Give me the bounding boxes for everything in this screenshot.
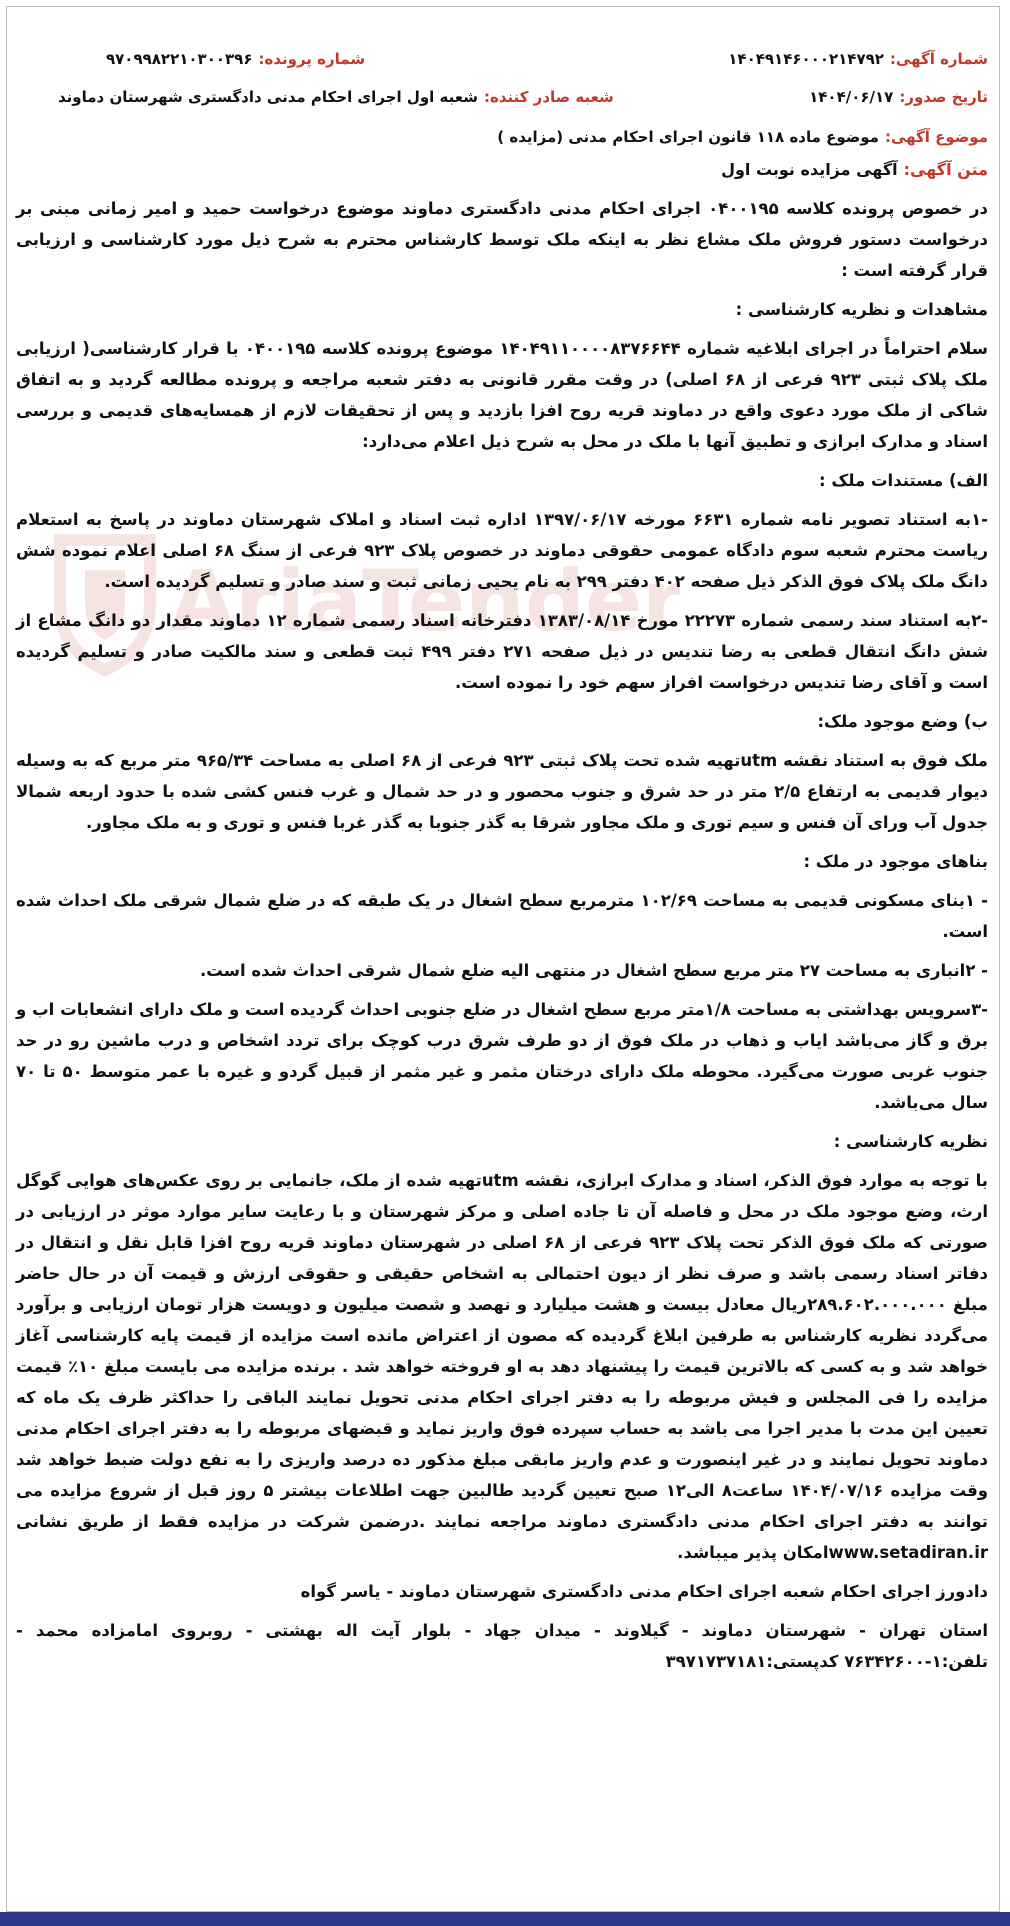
buildings-heading: بناهای موجود در ملک : <box>803 852 988 871</box>
subject-value: موضوع ماده ۱۱۸ قانون اجرای احکام مدنی (مزایده ) <box>497 128 879 146</box>
intro-paragraph: در خصوص پرونده کلاسه ۰۴۰۰۱۹۵ اجرای احکام مدنی دادگستری دماوند موضوع درخواست حمید و امیر زمانی مبنی بر درخواست دستور فروش ملک مشاع نظر به اینکه ملک توسط کارشناس محترم به شرح ذیل مورد کارشناسی و ارزیابی قرار گرفته است : <box>16 199 988 280</box>
issue-date-value: ۱۴۰۴/۰۶/۱۷ <box>809 88 894 106</box>
issue-date-label: تاریخ صدور: <box>899 88 988 106</box>
observations-paragraph: سلام احتراماً در اجرای ابلاغیه شماره ۱۴۰۴۹۱۱۰۰۰۰۸۳۷۶۶۴۴ موضوع پرونده کلاسه ۰۴۰۰۱۹۵ با قرار کارشناسی( ارزیابی ملک پلاک ثبتی ۹۲۳ فرعی از ۶۸ اصلی) در وقت مقرر قانونی به دفتر شعبه مراجعه و پرونده مطالعه گردید و به اتفاق شاکی از ملک مورد دعوی واقع در دماوند قریه روح افزا بازدید و پس از تحقیقات لازم از همسایه‌های قدیمی و بررسی اسناد و مدارک ابرازی و تطبیق آنها با ملک در محل به شرح ذیل اعلام می‌دارد: <box>16 339 989 451</box>
notice-number-value: ۱۴۰۴۹۱۴۶۰۰۰۲۱۴۷۹۲ <box>728 50 884 68</box>
status-heading: ب) وضع موجود ملک: <box>817 712 988 731</box>
case-number-label: شماره پرونده: <box>258 50 366 68</box>
notice-subject <box>16 128 988 146</box>
observations-heading: مشاهدات و نظریه کارشناسی : <box>735 300 988 319</box>
meta-row-2 <box>16 78 988 116</box>
bottom-bar <box>0 1912 1010 1926</box>
notice-title-value: آگهی مزایده نوبت اول <box>721 160 898 179</box>
notice-text-label: متن آگهی: <box>903 160 988 179</box>
opinion-paragraph: با توجه به موارد فوق الذکر، اسناد و مدارک ابرازی، نقشه utmتهیه شده از ملک، جانمایی بر روی عکس‌های هوایی گوگل ارث، وضع موجود ملک در محل و فاصله آن تا جاده اصلی و مرکز شهرستان و با رعایت سایر موارد موثر در ارزیابی در صورتی که ملک فوق الذکر تحت پلاک ۹۲۳ فرعی از ۶۸ اصلی در شهرستان دماوند قریه روح افزا قابل نقل و انتقال در دفاتر اسناد رسمی باشد و صرف نظر از دیون احتمالی به اشخاص حقیقی و حقوقی ارزش و قیمت آن در حال حاضر مبلغ ۲۸۹.۶۰۲.۰۰۰.۰۰۰ریال معادل بیست و هشت میلیارد و نهصد و شصت میلیون و دویست هزار تومان ارزیابی و برآورد می‌گردد نظریه کارشناس به طرفین ابلاغ گردیده که مصون از اعتراض مانده است مزایده از قیمت پایه کارشناسی آغاز خواهد شد و به کسی که بالاترین قیمت را پیشنهاد دهد به او فروخته خواهد شد . برنده مزایده می بایست مبلغ ۱۰٪ قیمت مزایده را فی المجلس و فیش مربوطه را به دفتر اجرای احکام مدنی تحویل نمایند الباقی را حداکثر ظرف یک ماه که تعیین این مدت با مدیر اجرا می باشد به حساب سپرده فوق واریز نماید و قبضهای مربوطه را به دفتر اجرای احکام مدنی دماوند تحویل نمایند و در غیر اینصورت و عدم واریز مابقی مبلغ مذکور ده درصد واریزی را به نفع دولت ضبط خواهد شد وقت مزایده ۱۴۰۴/۰۷/۱۶ ساعت۸ الی۱۲ صبح تعیین گردید طالبین جهت اطلاعات بیشتر ۵ روز قبل از شروع مزایده می توانند به دفتر اجرای احکام مدنی دادگستری دماوند مراجعه نمایند .درضمن شرکت در مزایده فقط از طریق نشانی www.setadiran.irامکان پذیر میباشد. <box>16 1171 989 1562</box>
notice-number-label: شماره آگهی: <box>889 50 988 68</box>
meta-row-1 <box>16 40 988 78</box>
signature: دادورز اجرای احکام شعبه اجرای احکام مدنی دادگستری شهرستان دماوند - یاسر گواه <box>300 1582 988 1601</box>
issuing-branch-value: شعبه اول اجرای احکام مدنی دادگستری شهرستان دماوند <box>58 88 478 106</box>
building-1: - ۱بنای مسکونی قدیمی به مساحت ۱۰۲/۶۹ مترمربع سطح اشغال در یک طبقه که در ضلع شمال شرقی ملک احداث شده است. <box>16 891 988 941</box>
opinion-heading: نظریه کارشناسی : <box>833 1132 988 1151</box>
case-number-value: ۹۷۰۹۹۸۲۲۱۰۳۰۰۳۹۶ <box>106 50 253 68</box>
documents-heading: الف) مستندات ملک : <box>819 471 988 490</box>
address: استان تهران - شهرستان دماوند - گیلاوند - میدان جهاد - بلوار آیت اله بهشتی - روبروی امامزاده محمد - تلفن:۱-۷۶۳۴۲۶۰۰ کدپستی:۳۹۷۱۷۳۷۱۸۱ <box>16 1621 988 1671</box>
document-2: -۲به استناد سند رسمی شماره ۲۲۲۷۳ مورخ ۱۳۸۳/۰۸/۱۴ دفترخانه اسناد رسمی شماره ۱۲ دماوند مقدار دو دانگ مشاع از شش دانگ انتقال قطعی به رضا تندیس در ذیل صفحه ۲۷۱ دفتر ۴۹۹ ثبت قطعی و سند مالکیت صادر و تسلیم گردیده است و آقای رضا تندیس درخواست افراز سهم خود را نموده است. <box>16 611 989 692</box>
notice-content <box>16 40 988 1685</box>
status-paragraph: ملک فوق به استناد نقشه utmتهیه شده تحت پلاک ثبتی ۹۲۳ فرعی از ۶۸ اصلی به مساحت ۹۶۵/۳۴ متر مربع که به وسیله دیوار قدیمی به ارتفاع ۲/۵ متر در حد شرق و جنوب محصور و در حد شمال و غرب فنس کشی شده با حدود اربعه شمالا جدول آب ورای آن فنس و سیم توری و ملک مجاور شرقا به گذر جنوبا به گذر غربا فنس و توری و به ملک مجاور. <box>16 751 988 832</box>
notice-body <box>16 193 988 1677</box>
document-1: -۱به استناد تصویر نامه شماره ۶۶۳۱ مورخه ۱۳۹۷/۰۶/۱۷ اداره ثبت اسناد و املاک شهرستان دماوند در پاسخ به استعلام ریاست محترم شعبه سوم دادگاه عمومی حقوقی دماوند در خصوص پلاک ۹۲۳ فرعی از سنگ ۶۸ اصلی اعلام نموده شش دانگ ملک پلاک فوق الذکر ذیل صفحه ۴۰۲ دفتر ۲۹۹ به نام یحیی زمانی ثبت و سند صادر و تسلیم گردیده است. <box>16 510 988 591</box>
case-number <box>106 50 365 68</box>
issuing-branch-label: شعبه صادر کننده: <box>483 88 614 106</box>
subject-label: موضوع آگهی: <box>884 128 988 146</box>
notice-number <box>728 50 988 68</box>
building-2: - ۲انباری به مساحت ۲۷ متر مربع سطح اشغال در منتهی الیه ضلع شمال شرقی احداث شده است. <box>200 961 988 980</box>
notice-text-title <box>16 160 988 179</box>
issuing-branch <box>58 88 614 106</box>
building-3: -۳سرویس بهداشتی به مساحت ۱/۸متر مربع سطح اشغال در ضلع جنوبی احداث گردیده است و ملک دارای انشعابات اب و برق و گاز می‌باشد ایاب و ذهاب در ملک فوق از دو طرف شرق درب کوچک برای تردد اشخاص و درب ماشین رو در حد جنوب غربی صورت می‌گیرد. محوطه ملک دارای درختان مثمر و غیر مثمر از قبیل گردو و غیره با عمر متوسط ۵۰ تا ۷۰ سال می‌باشد. <box>16 1000 989 1112</box>
issue-date <box>809 88 988 106</box>
